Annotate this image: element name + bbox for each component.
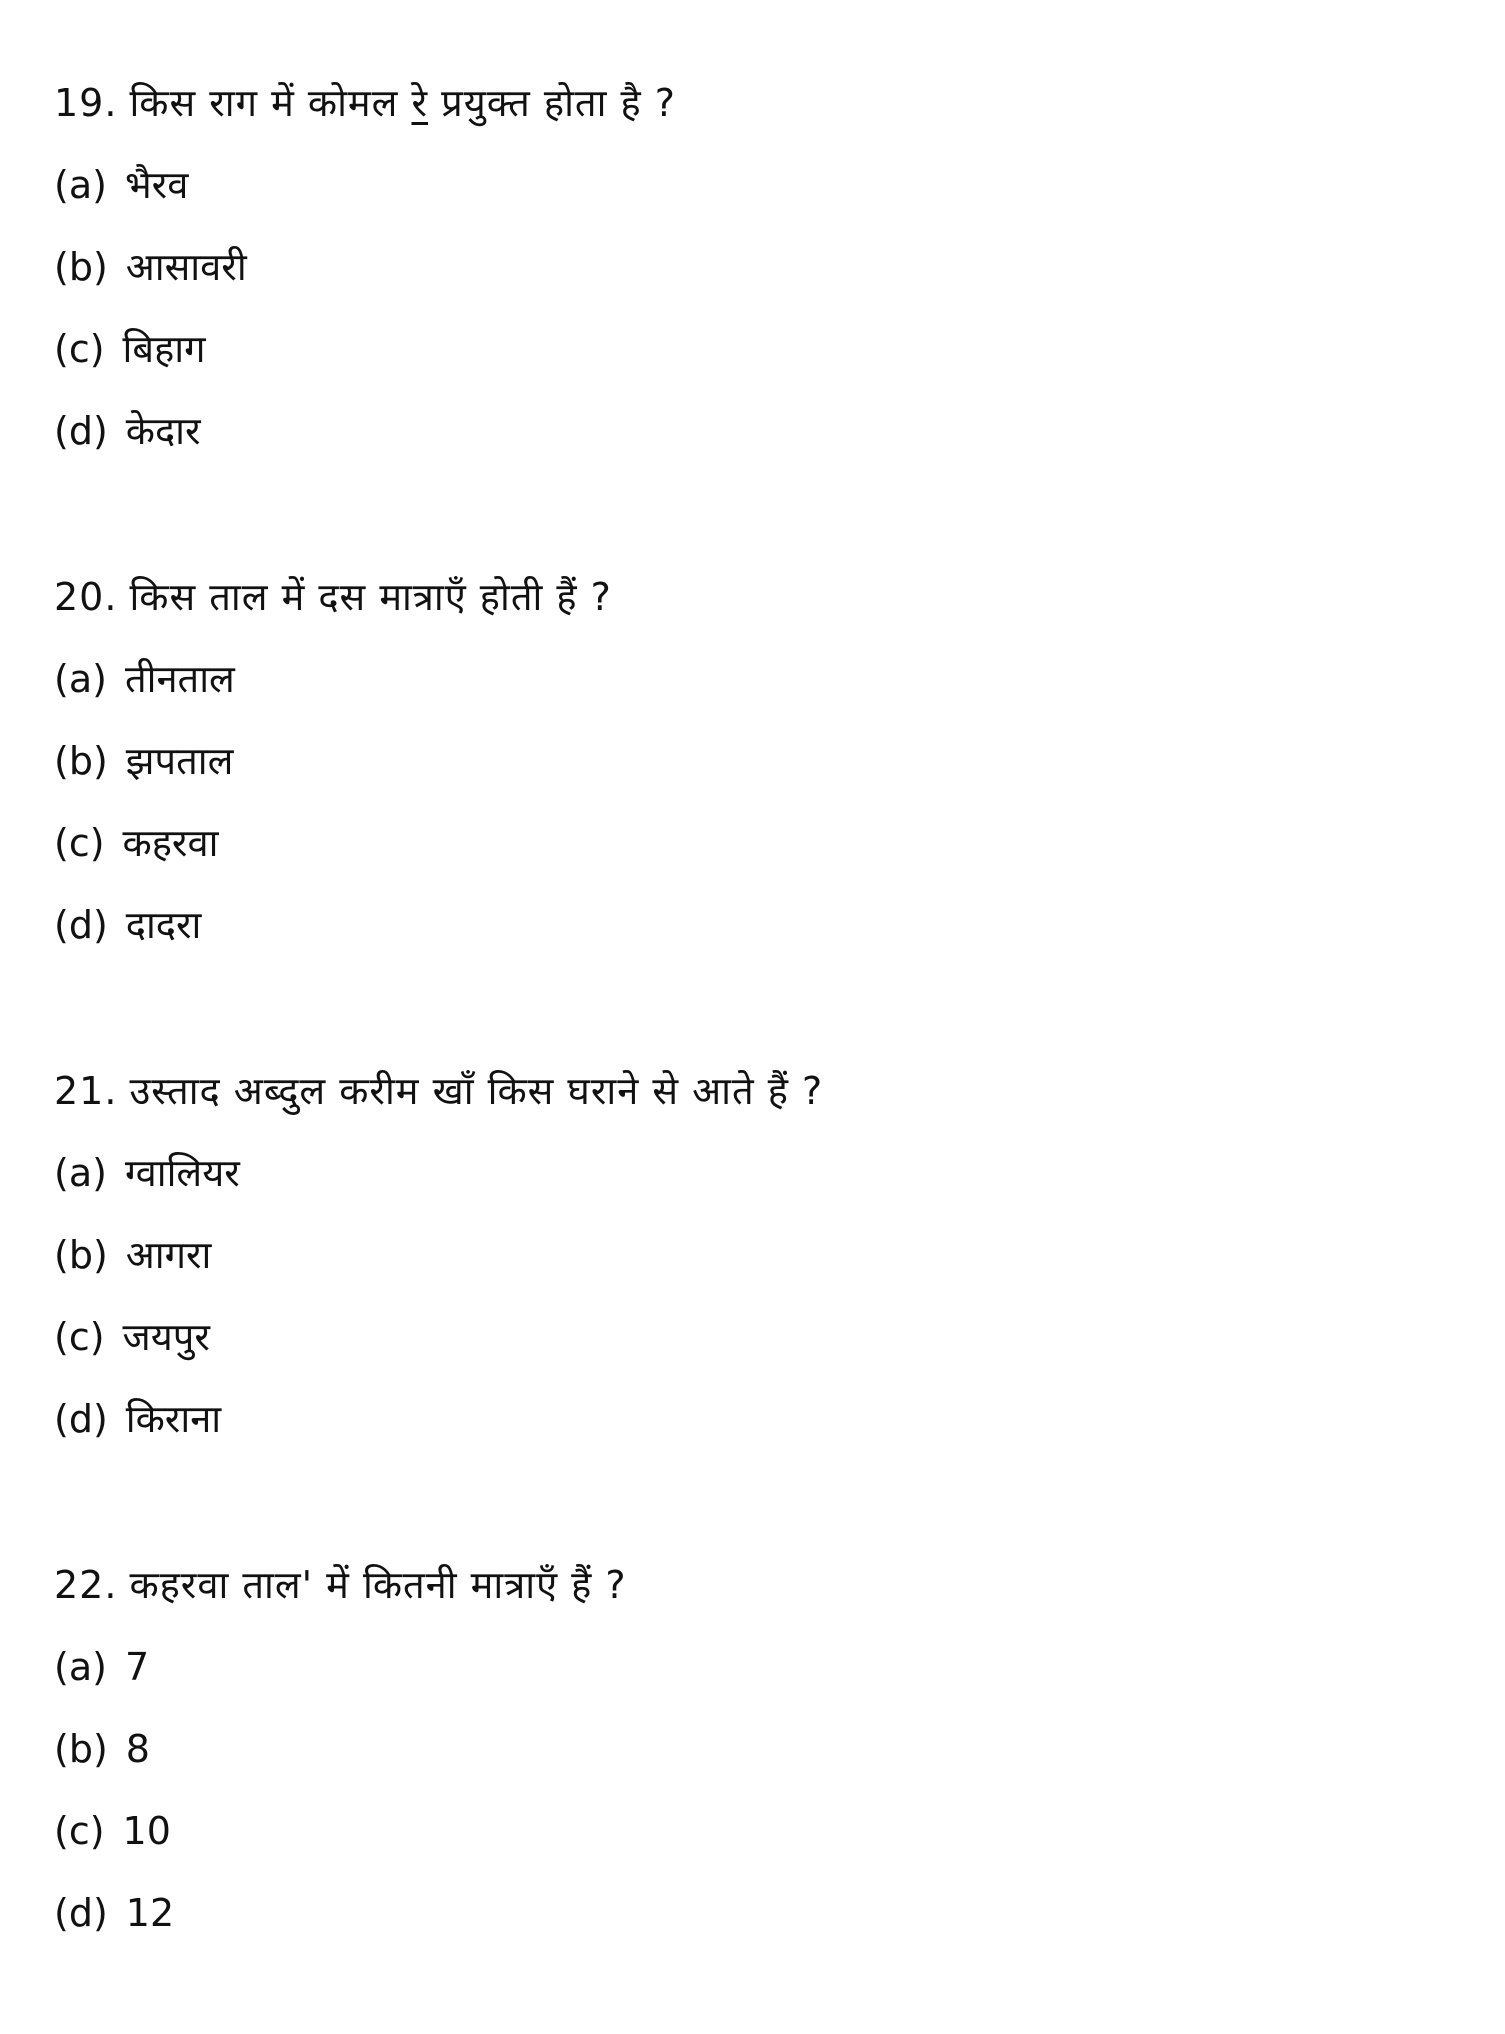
question-text-part: किस ताल में दस मात्राएँ होती हैं ? xyxy=(129,575,612,619)
option-text: तीनताल xyxy=(124,657,235,701)
option-label: (d) xyxy=(54,1891,108,1935)
option-label: (c) xyxy=(54,1315,105,1359)
question-text xyxy=(54,556,1454,638)
option-a xyxy=(54,1132,1454,1214)
question-text xyxy=(54,1050,1454,1132)
option-text: जयपुर xyxy=(122,1315,210,1359)
option-text: झपताल xyxy=(125,739,234,783)
option-label: (c) xyxy=(54,1809,105,1853)
option-b xyxy=(54,1708,1454,1790)
option-label: (a) xyxy=(54,1151,107,1195)
option-label: (d) xyxy=(54,409,108,453)
option-d xyxy=(54,1378,1454,1460)
option-d xyxy=(54,1872,1454,1954)
option-c xyxy=(54,1790,1454,1872)
question-22 xyxy=(54,1544,1454,1954)
option-text: 10 xyxy=(122,1809,171,1853)
option-text: 7 xyxy=(124,1645,150,1689)
option-label: (a) xyxy=(54,657,107,701)
option-b xyxy=(54,720,1454,802)
question-number: 20. xyxy=(54,575,118,619)
question-20 xyxy=(54,556,1454,966)
option-label: (b) xyxy=(54,245,108,289)
option-label: (c) xyxy=(54,821,105,865)
option-b xyxy=(54,1214,1454,1296)
question-text-part: उस्ताद अब्दुल करीम खाँ किस घराने से आते हैं ? xyxy=(129,1069,824,1113)
question-text-part: प्रयुक्त होता है ? xyxy=(428,81,676,125)
question-text xyxy=(54,62,1454,144)
option-label: (c) xyxy=(54,327,105,371)
option-label: (d) xyxy=(54,903,108,947)
option-label: (b) xyxy=(54,1233,108,1277)
question-text xyxy=(54,1544,1454,1626)
option-text: बिहाग xyxy=(122,327,206,371)
option-text: किराना xyxy=(125,1397,222,1441)
option-text: कहरवा xyxy=(122,821,219,865)
option-d xyxy=(54,390,1454,472)
option-text: भैरव xyxy=(124,163,189,207)
question-21 xyxy=(54,1050,1454,1460)
option-d xyxy=(54,884,1454,966)
option-c xyxy=(54,308,1454,390)
option-text: 8 xyxy=(125,1727,150,1771)
question-number: 22. xyxy=(54,1563,118,1607)
option-text: ग्वालियर xyxy=(124,1151,240,1195)
option-label: (d) xyxy=(54,1397,108,1441)
option-a xyxy=(54,144,1454,226)
option-a xyxy=(54,1626,1454,1708)
question-number: 19. xyxy=(54,81,118,125)
option-text: आसावरी xyxy=(125,245,247,289)
option-label: (a) xyxy=(54,163,107,207)
option-a xyxy=(54,638,1454,720)
question-19 xyxy=(54,62,1454,472)
question-number: 21. xyxy=(54,1069,118,1113)
option-text: केदार xyxy=(125,409,201,453)
underlined-note: रे xyxy=(411,81,429,125)
option-label: (b) xyxy=(54,739,108,783)
option-text: आगरा xyxy=(125,1233,212,1277)
question-text-part: कहरवा ताल' में कितनी मात्राएँ हैं ? xyxy=(129,1563,627,1607)
option-b xyxy=(54,226,1454,308)
option-label: (a) xyxy=(54,1645,107,1689)
option-c xyxy=(54,1296,1454,1378)
option-c xyxy=(54,802,1454,884)
question-text-part: किस राग में कोमल xyxy=(129,81,412,125)
option-text: दादरा xyxy=(125,903,202,947)
option-label: (b) xyxy=(54,1727,108,1771)
option-text: 12 xyxy=(125,1891,175,1935)
